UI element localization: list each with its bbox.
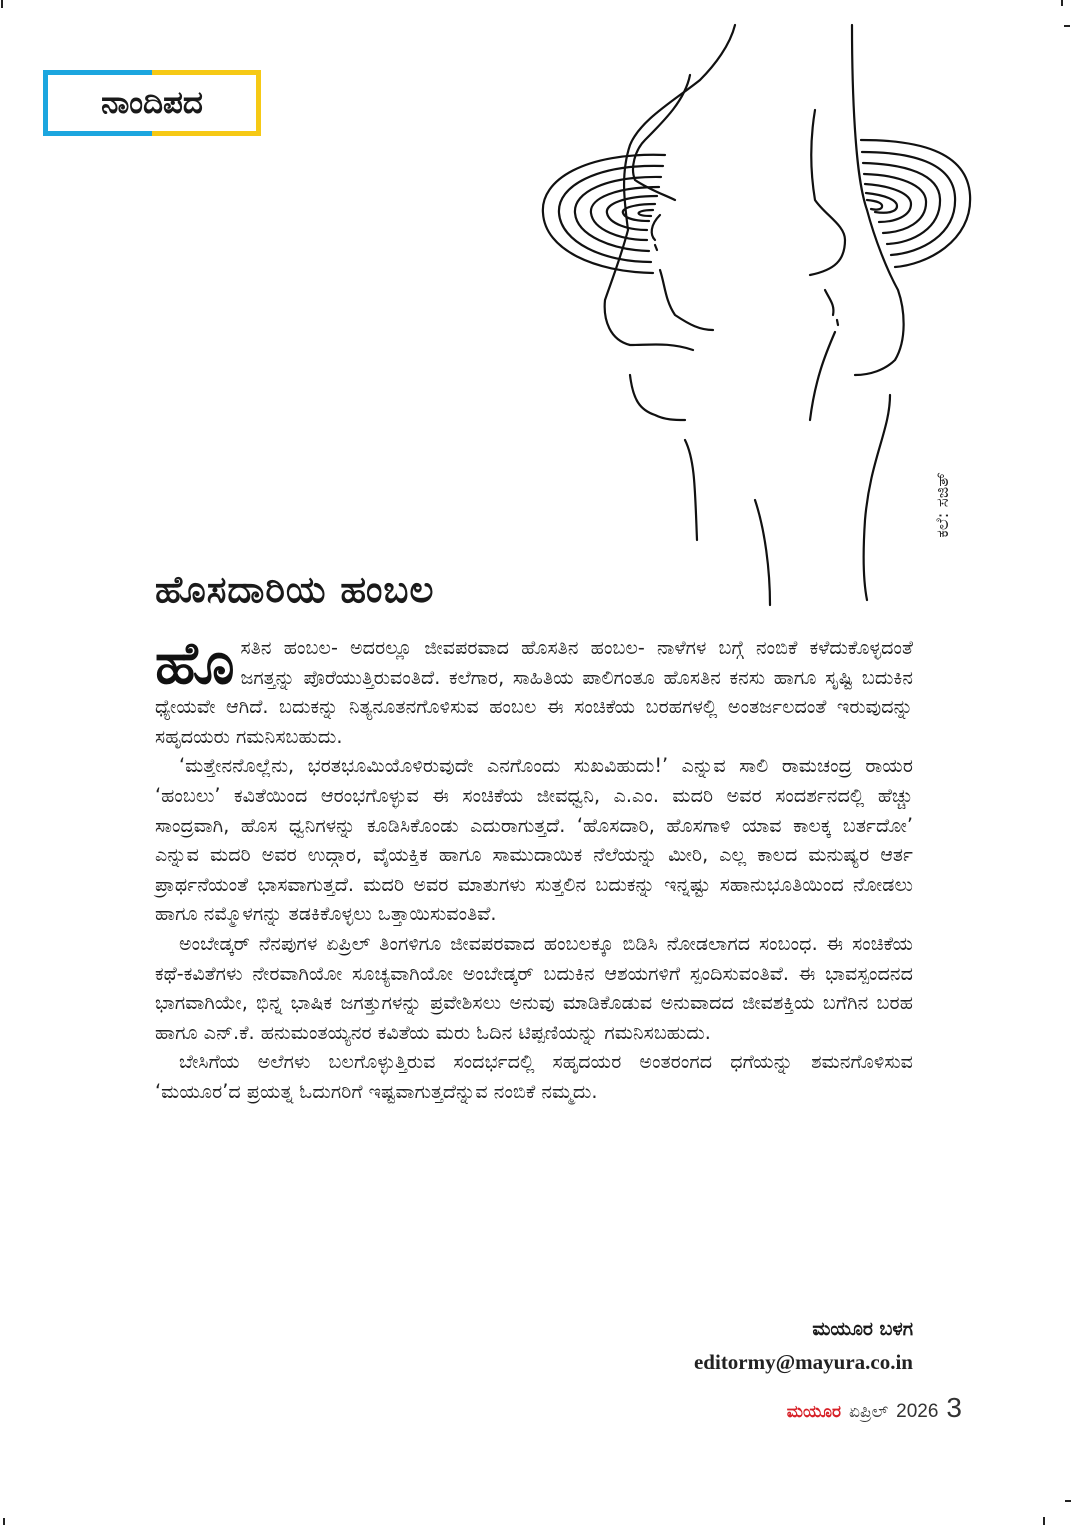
right-spiral-ear: [861, 140, 970, 267]
page-footer: [787, 1392, 962, 1424]
illustration-credit: ಕಲೆ: ಸಜಿತ್: [933, 472, 953, 538]
paragraph: ‘ಮತ್ತೇನನೊಲ್ಲೆನು, ಭರತಭೂಮಿಯೊಳಿರುವುದೇ ಎನಗೊಂದು ಸುಖವಿಹುದು!’ ಎನ್ನುವ ಸಾಲಿ ರಾಮಚಂದ್ರ ರಾಯರ ‘ಹಂಬಲು’ ಕವಿತೆಯಿಂದ ಆರಂಭಗೊಳ್ಳುವ ಈ ಸಂಚಿಕೆಯ ಜೀವಧ್ವನಿ, ಎ.ಎಂ. ಮದರಿ ಅವರ ಸಂದರ್ಶನದಲ್ಲಿ ಹೆಚ್ಚು ಸಾಂದ್ರವಾಗಿ, ಹೊಸ ಧ್ವನಿಗಳನ್ನು ಕೂಡಿಸಿಕೊಂಡು ಎದುರಾಗುತ್ತದೆ. ‘ಹೊಸದಾರಿ, ಹೊಸಗಾಳಿ ಯಾವ ಕಾಲಕ್ಕ ಬರ್ತದೋ’ ಎನ್ನುವ ಮದರಿ ಅವರ ಉದ್ಗಾರ, ವೈಯಕ್ತಿಕ ಹಾಗೂ ಸಾಮುದಾಯಿಕ ನೆಲೆಯನ್ನು ಮೀರಿ, ಎಲ್ಲ ಕಾಲದ ಮನುಷ್ಯರ ಆರ್ತ ಪ್ರಾರ್ಥನೆಯಂತೆ ಭಾಸವಾಗುತ್ತದೆ. ಮದರಿ ಅವರ ಮಾತುಗಳು ಸುತ್ತಲಿನ ಬದುಕನ್ನು ಇನ್ನಷ್ಟು ಸಹಾನುಭೂತಿಯಿಂದ ನೋಡಲು ಹಾಗೂ ನಮ್ಮೊಳಗನ್ನು ತಡಕಿಕೊಳ್ಳಲು ಒತ್ತಾಯಿಸುವಂತಿವೆ.: [155, 754, 913, 926]
paragraph: ಅಂಬೇಡ್ಕರ್ ನೆನಪುಗಳ ಏಪ್ರಿಲ್ ತಿಂಗಳಿಗೂ ಜೀವಪರವಾದ ಹಂಬಲಕ್ಕೂ ಬಿಡಿಸಿ ನೋಡಲಾಗದ ಸಂಬಂಧ. ಈ ಸಂಚಿಕೆಯ ಕಥೆ-ಕವಿತೆಗಳು ನೇರವಾಗಿಯೋ ಸೂಚ್ಯವಾಗಿಯೋ ಅಂಬೇಡ್ಕರ್ ಬದುಕಿನ ಆಶಯಗಳಿಗೆ ಸ್ಪಂದಿಸುವಂತಿವೆ. ಈ ಭಾವಸ್ಪಂದನದ ಭಾಗವಾಗಿಯೇ, ಭಿನ್ನ ಭಾಷಿಕ ಜಗತ್ತುಗಳನ್ನು ಪ್ರವೇಶಿಸಲು ಅನುವು ಮಾಡಿಕೊಡುವ ಅನುವಾದದ ಜೀವಶಕ್ತಿಯ ಬಗೆಗಿನ ಬರಹ ಹಾಗೂ ಎನ್.ಕೆ. ಹನುಮಂತಯ್ಯನರ ಕವಿತೆಯ ಮರು ಓದಿನ ಟಿಪ್ಪಣಿಯನ್ನು ಗಮನಿಸಬಹುದು.: [155, 931, 913, 1044]
page-number: 3: [946, 1392, 962, 1423]
section-tag: [43, 70, 261, 136]
magazine-brand: ಮಯೂರ: [786, 1402, 841, 1422]
issue-year: 2026: [896, 1401, 939, 1422]
signature: ಮಯೂರ ಬಳಗ: [812, 1318, 913, 1340]
crop-mark: [1, 0, 3, 8]
issue-month: ಏಪ್ರಿಲ್: [849, 1402, 889, 1422]
article-title: ಹೊಸದಾರಿಯ ಹಂಬಲ: [155, 568, 435, 611]
paragraph-text: ಸತಿನ ಹಂಬಲ- ಅದರಲ್ಲೂ ಜೀವಪರವಾದ ಹೊಸತಿನ ಹಂಬಲ- ನಾಳೆಗಳ ಬಗ್ಗೆ ನಂಬಿಕೆ ಕಳೆದುಕೊಳ್ಳದಂತೆ ಜಗತ್ತನ್ನು ಪೊರೆಯುತ್ತಿರುವಂತಿದೆ. ಕಲೆಗಾರ, ಸಾಹಿತಿಯ ಪಾಲಿಗಂತೂ ಹೊಸತಿನ ಕನಸು ಹಾಗೂ ಸೃಷ್ಟಿ ಬದುಕಿನ ಧ್ಯೇಯವೇ ಆಗಿದೆ. ಬದುಕನ್ನು ನಿತ್ಯನೂತನಗೊಳಿಸುವ ಹಂಬಲ ಈ ಸಂಚಿಕೆಯ ಬರಹಗಳಲ್ಲಿ ಅಂತರ್ಜಲದಂತೆ ಇರುವುದನ್ನು ಸಹೃದಯರು ಗಮನಿಸಬಹುದು.: [155, 636, 913, 748]
faces-illustration: [525, 0, 995, 615]
left-spiral-ear: [543, 155, 665, 273]
drop-cap: ಹೊ: [155, 629, 235, 697]
paragraph: [155, 629, 913, 751]
article-body: [155, 629, 913, 1107]
section-tag-label: ನಾಂದಿಪದ: [101, 84, 203, 121]
crop-mark: [1065, 1500, 1071, 1502]
paragraph: ಬೇಸಿಗೆಯ ಅಲೆಗಳು ಬಲಗೊಳ್ಳುತ್ತಿರುವ ಸಂದರ್ಭದಲ್ಲಿ ಸಹೃದಯರ ಅಂತರಂಗದ ಧಗೆಯನ್ನು ಶಮನಗೊಳಿಸುವ ‘ಮಯೂರ’ದ ಪ್ರಯತ್ನ ಓದುಗರಿಗೆ ಇಷ್ಟವಾಗುತ್ತದೆನ್ನುವ ನಂಬಿಕೆ ನಮ್ಮದು.: [155, 1050, 913, 1103]
crop-mark: [1061, 0, 1063, 6]
crop-mark: [1043, 1517, 1045, 1525]
crop-mark: [1064, 25, 1070, 27]
crop-mark: [3, 1518, 5, 1525]
editor-email[interactable]: editormy@mayura.co.in: [693, 1350, 913, 1374]
